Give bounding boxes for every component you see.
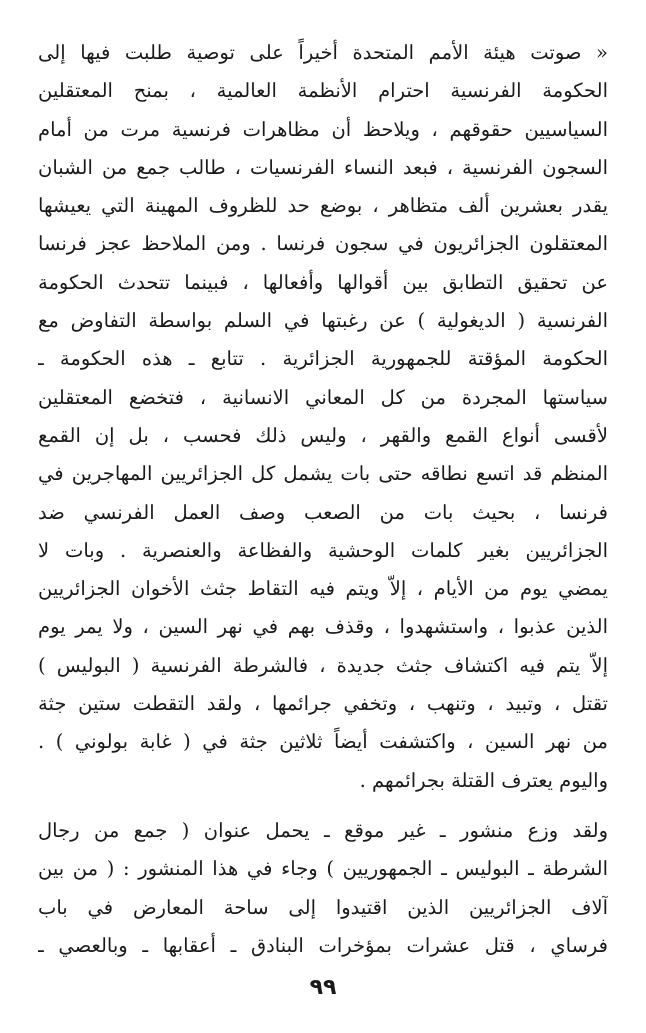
document-page xyxy=(38,34,608,965)
text-line: الحكومة الفرنسية احترام الأنظمة العالمية ، بمنح المعتقلين xyxy=(38,79,608,103)
page-number: ٩٩ xyxy=(309,975,337,1000)
text-line: فرساي ، قتل عشرات بمؤخرات البنادق ـ أعقابها ـ وبالعصي ـ xyxy=(38,933,608,957)
text-line: الشرطة ـ البوليس ـ الجمهوريين ) وجاء في هذا المنشور : ( من بين xyxy=(38,857,608,881)
text-line-last: واليوم يعترف القتلة بجرائمهم . xyxy=(359,768,608,792)
text-line: الذين عذبوا ، واستشهدوا ، وقذف بهم في نهر السين ، ولا يمر يوم xyxy=(38,615,608,639)
text-line: يقدر بعشرين ألف متظاهر ، بوضع حد للظروف المهينة التي يعيشها xyxy=(38,194,608,218)
text-line: المعتقلون الجزائريون في سجون فرنسا . ومن الملاحظ عجز فرنسا xyxy=(38,232,608,256)
paragraph-2 xyxy=(38,812,608,965)
text-line: سياستها المجردة من كل المعاني الانسانية ، فتخضع المعتقلين xyxy=(38,385,608,409)
text-line: الجزائريين بغير كلمات الوحشية والفظاعة والعنصرية . وبات لا xyxy=(38,538,608,562)
text-line: الفرنسية ( الديغولية ) عن رغبتها في السلم بواسطة التفاوض مع xyxy=(38,309,608,333)
text-line: آلاف الجزائريين الذين اقتيدوا إلى ساحة المعارض في باب xyxy=(38,895,608,919)
paragraph-spacer xyxy=(38,800,608,812)
text-line: إلاّ يتم فيه اكتشاف جثث جديدة ، فالشرطة الفرنسية ( البوليس ) xyxy=(38,653,608,677)
text-line: عن تحقيق التطابق بين أقوالها وأفعالها ، فبينما تتحدث الحكومة xyxy=(38,270,608,294)
text-line: ولقد وزع منشور ـ غير موقع ـ يحمل عنوان ( جمع من رجال xyxy=(38,818,608,842)
text-line: « صوتت هيئة الأمم المتحدة أخيراً على توصية طلبت فيها إلى xyxy=(38,41,608,64)
text-line: السجون الفرنسية ، فبعد النساء الفرنسيات ، طالب جمع من الشبان xyxy=(38,155,608,179)
text-line: الحكومة المؤقتة للجمهورية الجزائرية . تتابع ـ هذه الحكومة ـ xyxy=(38,347,608,371)
text-line: تقتل ، وتبيد ، وتنهب ، وتخفي جرائمها ، ولقد التقطت ستين جثة xyxy=(38,692,608,716)
paragraph-1 xyxy=(38,34,608,800)
text-line: من نهر السين ، واكتشفت أيضاً ثلاثين جثة في ( غابة بولوني ) . xyxy=(38,730,608,754)
text-line: فرنسا ، بحيث بات من الصعب وصف العمل الفرنسي ضد xyxy=(38,500,608,524)
text-line: لأقسى أنواع القمع والقهر ، وليس ذلك فحسب ، بل إن القمع xyxy=(38,423,608,447)
text-line: يمضي يوم من الأيام ، إلاّ ويتم فيه التقاط جثث الأخوان الجزائريين xyxy=(38,577,608,601)
text-line: المنظم قد اتسع نطاقه حتى بات يشمل كل الجزائريين المهاجرين في xyxy=(38,462,608,486)
text-line: السياسيين حقوقهم ، ويلاحظ أن مظاهرات فرنسية مرت من أمام xyxy=(38,117,608,141)
